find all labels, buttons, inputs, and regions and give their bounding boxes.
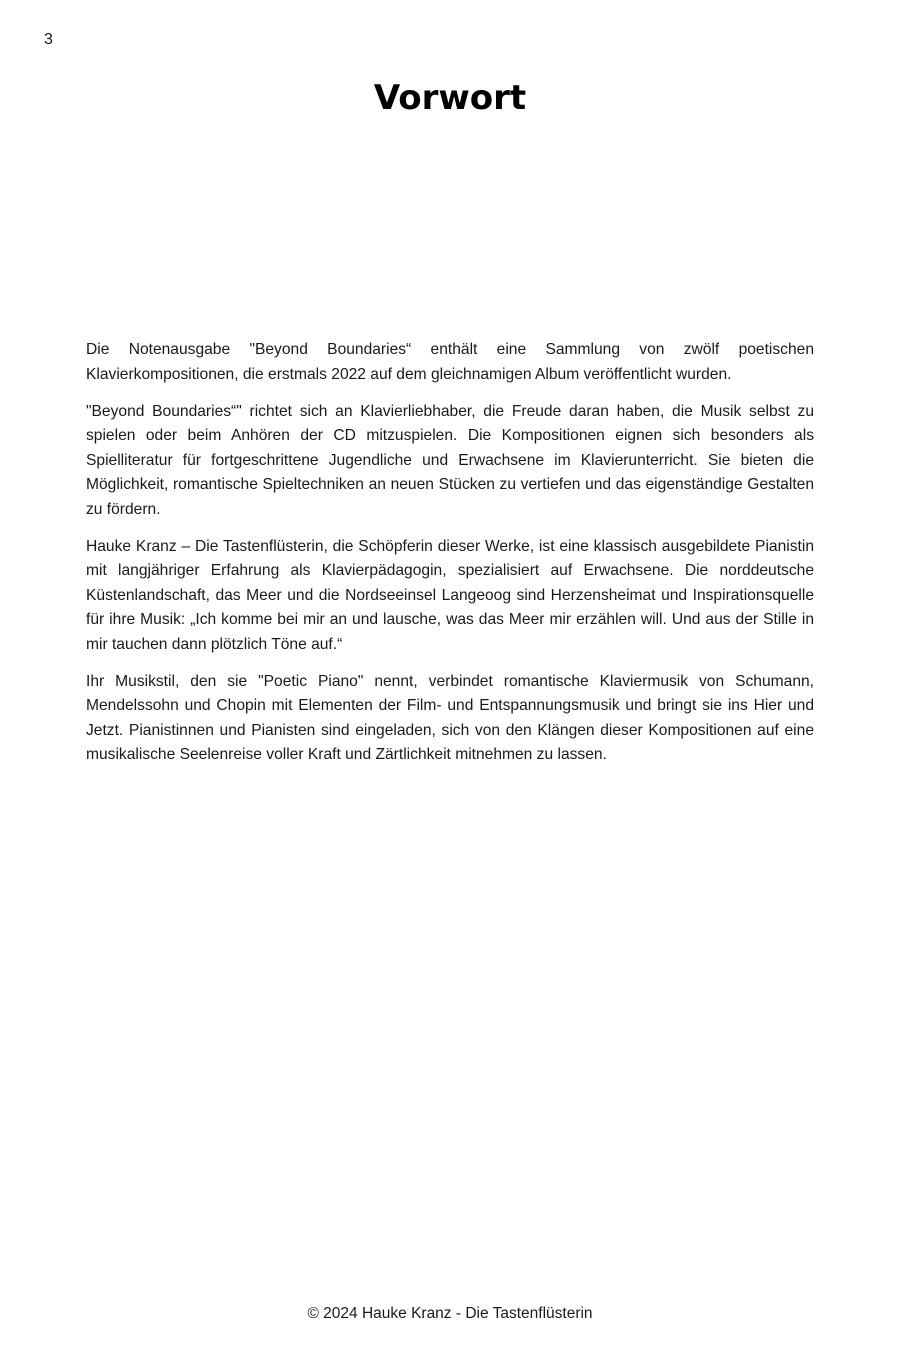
page-number: 3 (44, 31, 53, 48)
paragraph-intro: Die Notenausgabe "Beyond Boundaries“ enthält eine Sammlung von zwölf poetischen Klavierkompositionen, die erstmals 2022 auf dem gleichnamigen Album veröffentlicht wurden. (86, 341, 814, 383)
paragraph-style: Ihr Musikstil, den sie "Poetic Piano" nennt, verbindet romantische Klaviermusik von Schumann, Mendelssohn und Chopin mit Elementen der Film- und Entspannungsmusik und bringt sie ins Hier und Jetzt. Pianistinnen und Pianisten sind eingeladen, sich von den Klängen dieser Kompositionen auf eine musikalische Seelenreise voller Kraft und Zärtlichkeit mitnehmen zu lassen. (86, 672, 814, 763)
copyright-footer: © 2024 Hauke Kranz - Die Tastenflüsterin (307, 1305, 593, 1322)
paragraph-audience: "Beyond Boundaries“" richtet sich an Klavierliebhaber, die Freude daran haben, die Musik selbst zu spielen oder beim Anhören der CD mitzuspielen. Die Kompositionen eignen sich besonders als Spielliteratur für fortgeschrittene Jugendliche und Erwachsene im Klavierunterricht. Sie bieten die Möglichkeit, romantische Spieltechniken an neuen Stücken zu vertiefen und das eigenständige Gestalten zu fördern. (86, 402, 814, 518)
paragraph-composer: Hauke Kranz – Die Tastenflüsterin, die Schöpferin dieser Werke, ist eine klassisch ausgebildete Pianistin mit langjähriger Erfahrung als Klavierpädagogin, spezialisiert auf Erwachsene. Die norddeutsche Küstenlandschaft, das Meer und die Nordseeinsel Langeoog sind Herzensheimat und Inspirationsquelle für ihre Musik: „Ich komme bei mir an und lausche, was das Meer mir erzählen will. Und aus der Stille in mir tauchen dann plötzlich Töne auf.“ (86, 537, 814, 653)
preface-body (86, 338, 814, 780)
page-title: Vorwort (373, 78, 527, 118)
